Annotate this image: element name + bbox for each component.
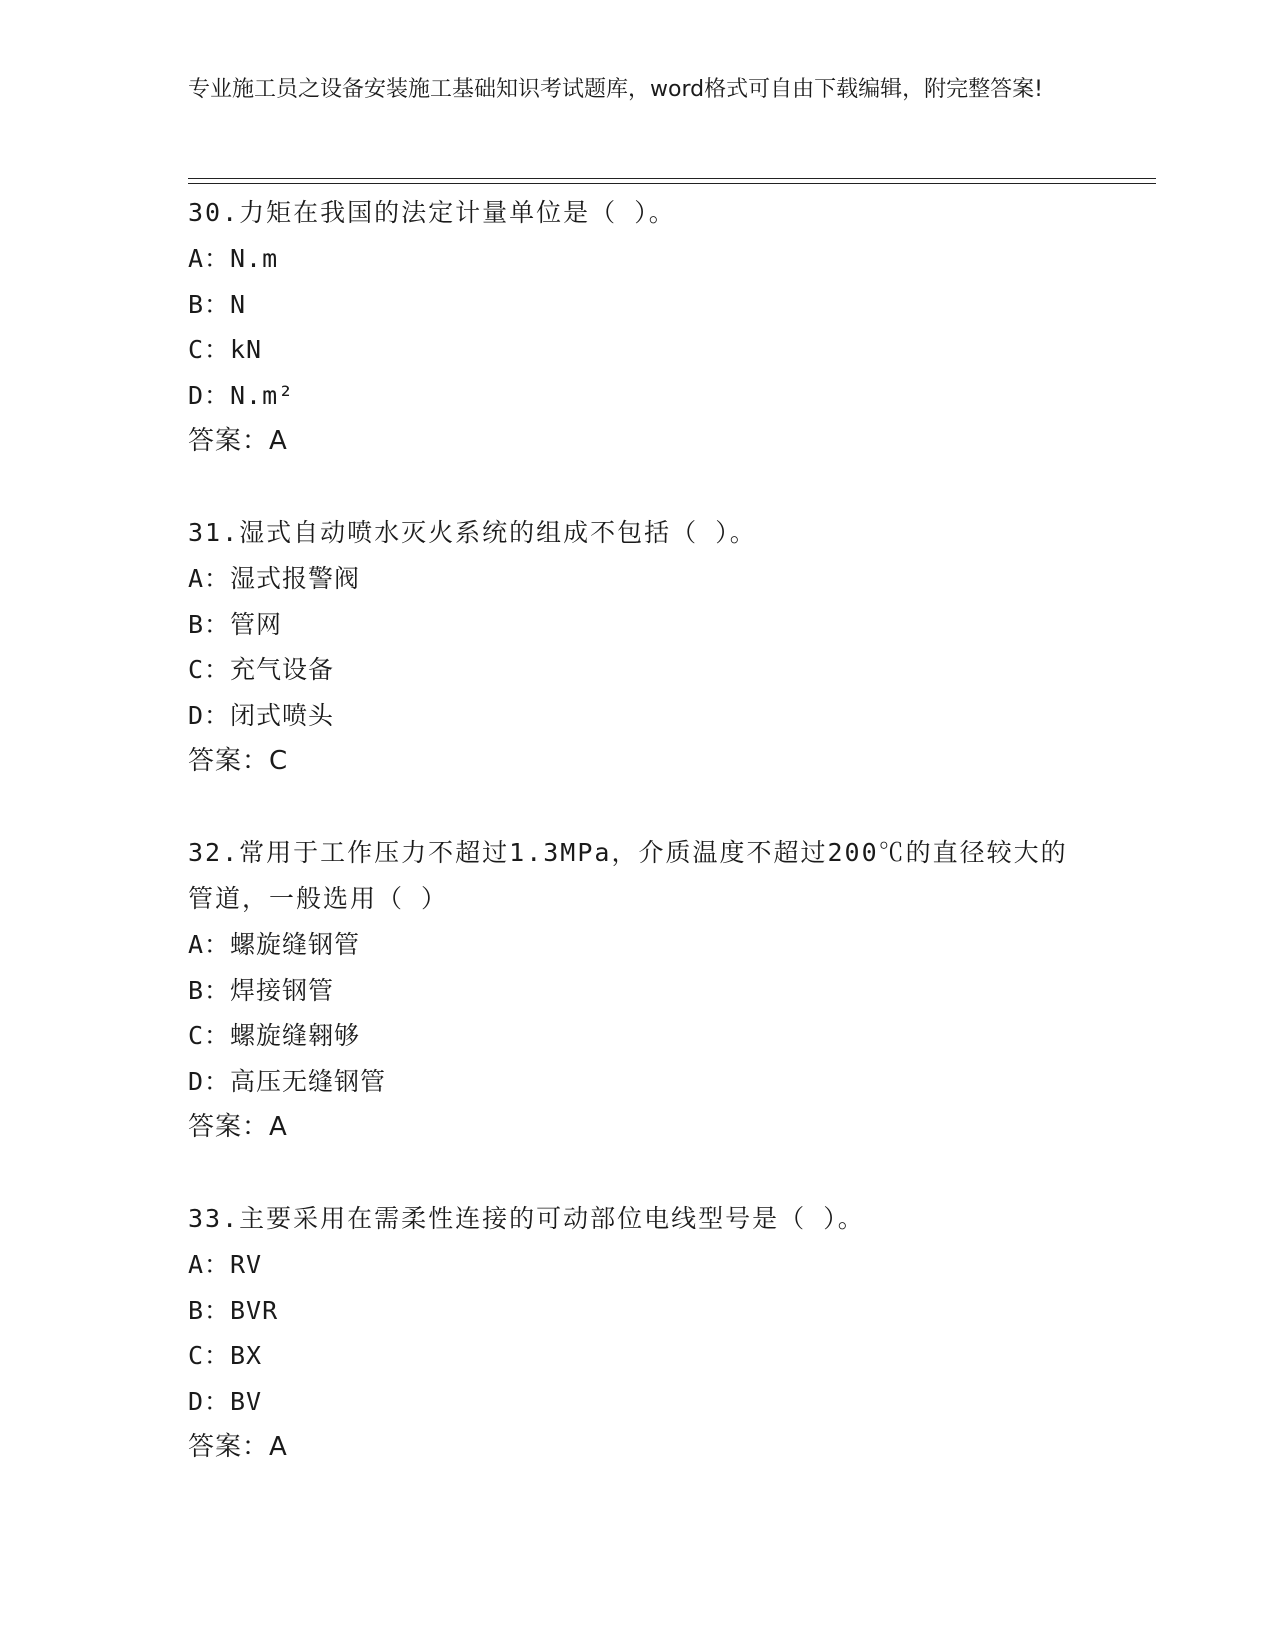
question-stem: 32.常用于工作压力不超过1.3MPa，介质温度不超过200℃的直径较大的管道，一般选用（ ） [188,838,1068,913]
option-d [188,1059,1088,1105]
option-a [188,1242,1088,1288]
document-header: 专业施工员之设备安装施工基础知识考试题库，word格式可自由下载编辑，附完整答案! [188,77,1043,102]
option-label: B： [188,1295,231,1325]
option-c [188,647,1088,693]
option-label: C： [188,655,231,684]
question-32 [188,830,1088,1150]
header-divider-bottom [188,183,1156,184]
option-label: C： [188,1341,231,1370]
option-text: BX [230,1341,263,1370]
option-text: 湿式报警阀 [230,564,361,593]
option-a [188,556,1088,602]
option-text: 充气设备 [230,655,335,684]
option-d [188,1379,1088,1425]
answer-line: 答案：C [188,746,289,776]
answer-line: 答案：A [188,1112,288,1142]
question-stem: 30.力矩在我国的法定计量单位是（ ）。 [188,198,676,227]
option-d [188,693,1088,739]
option-b [188,1288,1088,1334]
header-divider-top [188,178,1156,179]
option-label: C： [188,335,231,364]
option-label: C： [188,1021,231,1050]
option-text: BV [230,1386,263,1416]
option-label: B： [188,975,231,1005]
question-30 [188,190,1088,464]
option-c [188,327,1088,373]
option-text: kN [230,335,263,364]
option-text: 螺旋缝钢管 [230,930,361,959]
option-b [188,968,1088,1014]
option-text: BVR [230,1295,279,1325]
answer-line: 答案：A [188,1432,288,1462]
option-label: A： [188,930,231,959]
option-text: N.m [230,244,279,273]
option-label: D： [188,1386,231,1416]
option-text: 管网 [230,609,283,639]
question-33 [188,1196,1088,1470]
option-label: B： [188,609,231,639]
option-label: A： [188,1250,231,1279]
option-label: A： [188,244,231,273]
option-text: N [230,289,247,319]
option-text: 焊接钢管 [230,975,335,1005]
option-label: D： [188,380,231,410]
question-31 [188,510,1088,784]
question-stem: 33.主要采用在需柔性连接的可动部位电线型号是（ ）。 [188,1204,865,1233]
option-text: 螺旋缝翱够 [230,1021,361,1050]
option-text: N.m² [230,380,295,410]
option-text: 高压无缝钢管 [230,1066,387,1096]
option-text: RV [230,1250,263,1279]
option-b [188,602,1088,648]
answer-line: 答案：A [188,426,288,456]
option-a [188,922,1088,968]
option-b [188,282,1088,328]
option-label: D： [188,1066,231,1096]
option-c [188,1013,1088,1059]
option-label: A： [188,564,231,593]
option-text: 闭式喷头 [230,700,335,730]
option-c [188,1333,1088,1379]
option-label: B： [188,289,231,319]
option-d [188,373,1088,419]
question-stem: 31.湿式自动喷水灭火系统的组成不包括（ ）。 [188,518,757,547]
option-a [188,236,1088,282]
option-label: D： [188,700,231,730]
question-list [188,190,1088,1516]
